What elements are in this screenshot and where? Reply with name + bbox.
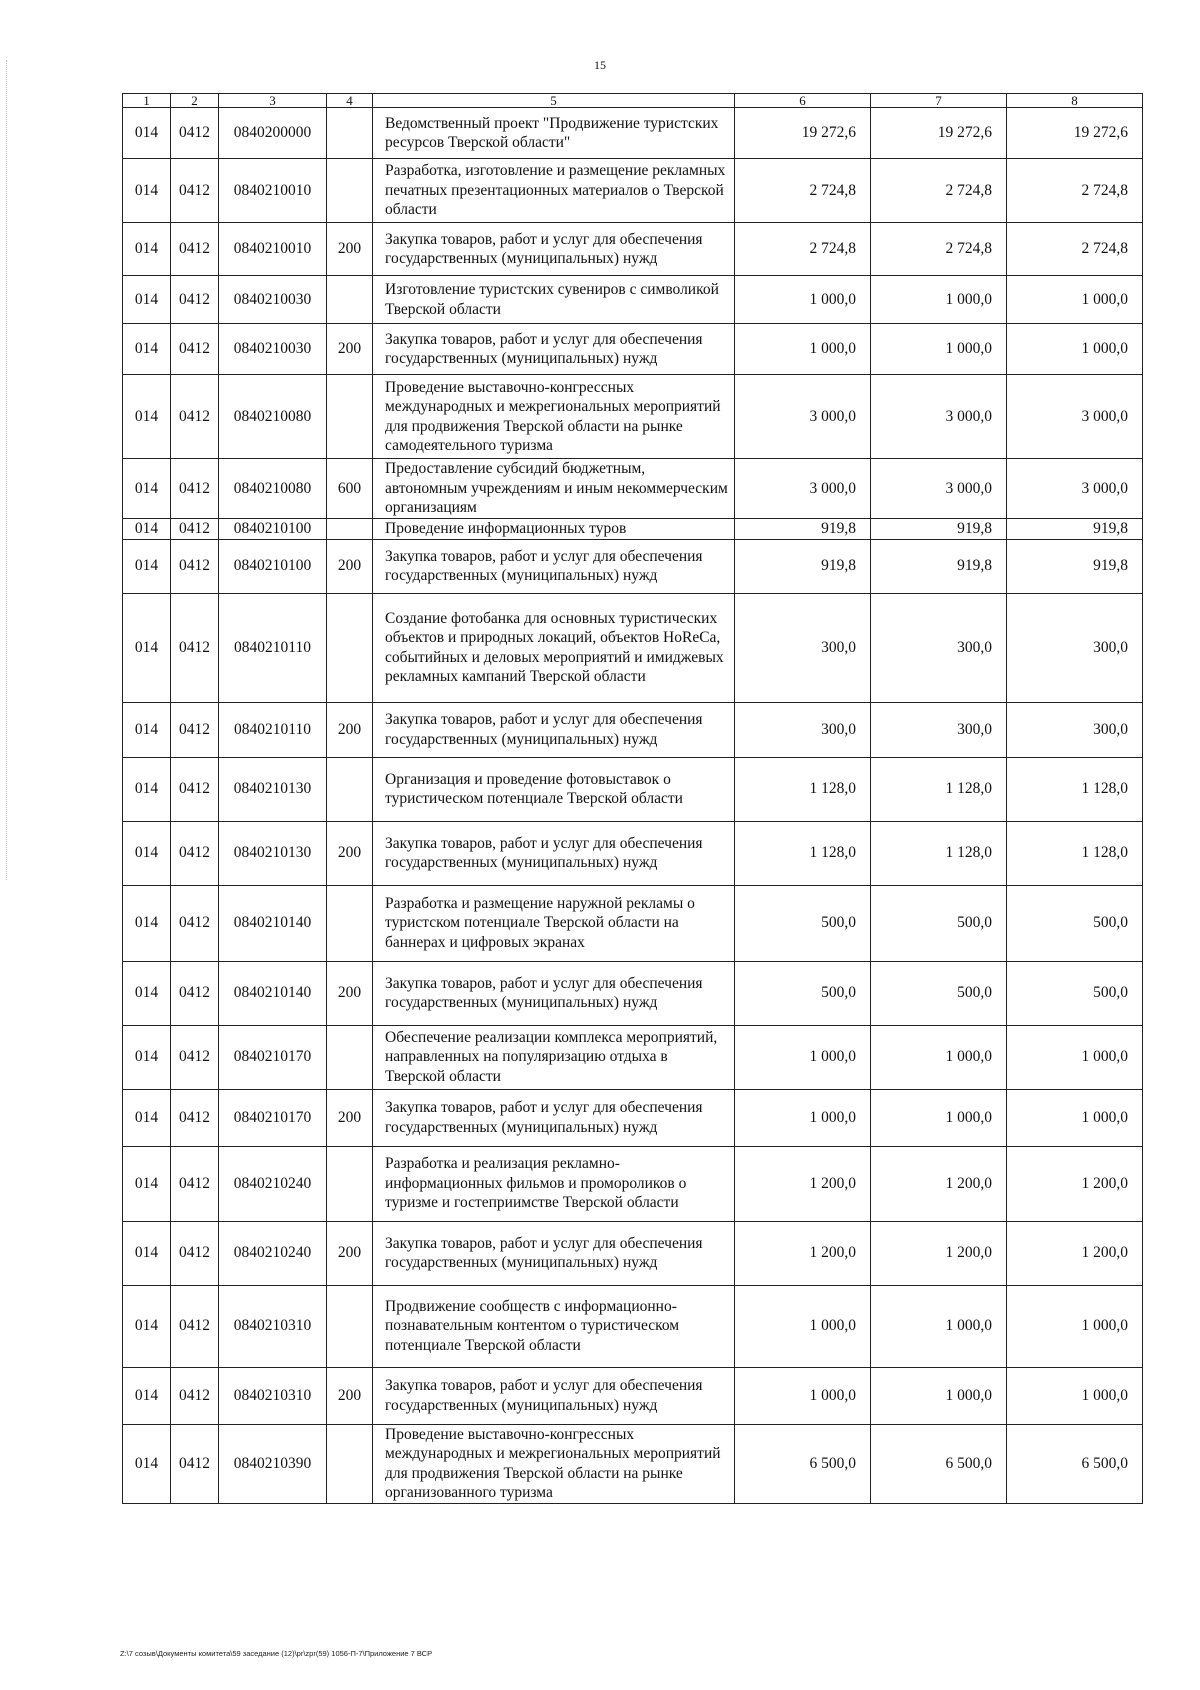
header-cell: 3 — [219, 94, 327, 108]
cell-amount-col6: 19 272,6 — [735, 108, 871, 159]
cell-section-code: 014 — [123, 702, 171, 757]
cell-subsection-code: 0412 — [171, 821, 219, 885]
table-row — [123, 1221, 1143, 1285]
cell-subsection-code: 0412 — [171, 593, 219, 702]
cell-amount-col6: 500,0 — [735, 961, 871, 1025]
cell-subsection-code: 0412 — [171, 1285, 219, 1367]
cell-subsection-code: 0412 — [171, 757, 219, 821]
cell-section-code: 014 — [123, 519, 171, 540]
cell-expense-type: 200 — [327, 1367, 373, 1424]
cell-expense-type: 200 — [327, 324, 373, 375]
cell-expense-type — [327, 1025, 373, 1089]
cell-expense-type: 200 — [327, 223, 373, 276]
table-row — [123, 223, 1143, 276]
cell-description: Ведомственный проект "Продвижение туристских ресурсов Тверской области" — [373, 108, 735, 159]
cell-subsection-code: 0412 — [171, 324, 219, 375]
page-number: 15 — [594, 58, 606, 72]
cell-subsection-code: 0412 — [171, 519, 219, 540]
cell-target-article: 0840210240 — [219, 1146, 327, 1221]
cell-subsection-code: 0412 — [171, 375, 219, 459]
cell-target-article: 0840200000 — [219, 108, 327, 159]
cell-description: Продвижение сообществ с информационно-познавательным контентом о туристическом потенциале Тверской области — [373, 1285, 735, 1367]
cell-section-code: 014 — [123, 1221, 171, 1285]
cell-amount-col8: 2 724,8 — [1007, 159, 1143, 223]
cell-target-article: 0840210010 — [219, 223, 327, 276]
cell-section-code: 014 — [123, 1424, 171, 1503]
table-row — [123, 159, 1143, 223]
cell-expense-type — [327, 885, 373, 961]
cell-subsection-code: 0412 — [171, 961, 219, 1025]
budget-table — [122, 93, 1143, 1504]
cell-description: Закупка товаров, работ и услуг для обеспечения государственных (муниципальных) нужд — [373, 821, 735, 885]
cell-target-article: 0840210100 — [219, 539, 327, 593]
cell-section-code: 014 — [123, 885, 171, 961]
cell-amount-col8: 6 500,0 — [1007, 1424, 1143, 1503]
cell-amount-col6: 2 724,8 — [735, 159, 871, 223]
table-row — [123, 821, 1143, 885]
cell-expense-type: 200 — [327, 821, 373, 885]
cell-amount-col6: 1 000,0 — [735, 1089, 871, 1146]
cell-amount-col6: 6 500,0 — [735, 1424, 871, 1503]
cell-amount-col7: 2 724,8 — [871, 223, 1007, 276]
cell-target-article: 0840210140 — [219, 885, 327, 961]
header-cell: 2 — [171, 94, 219, 108]
cell-section-code: 014 — [123, 1025, 171, 1089]
cell-amount-col6: 1 000,0 — [735, 1025, 871, 1089]
cell-description: Закупка товаров, работ и услуг для обеспечения государственных (муниципальных) нужд — [373, 539, 735, 593]
cell-amount-col6: 1 128,0 — [735, 821, 871, 885]
table-row — [123, 593, 1143, 702]
cell-amount-col8: 1 000,0 — [1007, 324, 1143, 375]
header-cell: 1 — [123, 94, 171, 108]
cell-amount-col8: 1 000,0 — [1007, 1025, 1143, 1089]
cell-subsection-code: 0412 — [171, 1424, 219, 1503]
cell-section-code: 014 — [123, 223, 171, 276]
cell-target-article: 0840210100 — [219, 519, 327, 540]
cell-section-code: 014 — [123, 108, 171, 159]
cell-expense-type: 200 — [327, 1221, 373, 1285]
cell-expense-type — [327, 519, 373, 540]
cell-section-code: 014 — [123, 539, 171, 593]
cell-target-article: 0840210080 — [219, 459, 327, 519]
cell-target-article: 0840210110 — [219, 702, 327, 757]
cell-amount-col8: 300,0 — [1007, 593, 1143, 702]
cell-expense-type: 200 — [327, 539, 373, 593]
cell-section-code: 014 — [123, 757, 171, 821]
cell-expense-type — [327, 375, 373, 459]
cell-expense-type: 200 — [327, 1089, 373, 1146]
cell-expense-type: 200 — [327, 702, 373, 757]
header-cell: 7 — [871, 94, 1007, 108]
cell-target-article: 0840210140 — [219, 961, 327, 1025]
cell-amount-col6: 1 200,0 — [735, 1221, 871, 1285]
cell-amount-col8: 300,0 — [1007, 702, 1143, 757]
cell-amount-col6: 300,0 — [735, 593, 871, 702]
cell-description: Закупка товаров, работ и услуг для обеспечения государственных (муниципальных) нужд — [373, 223, 735, 276]
table-row — [123, 276, 1143, 324]
cell-amount-col7: 1 000,0 — [871, 1367, 1007, 1424]
cell-description: Разработка, изготовление и размещение рекламных печатных презентационных материалов о Тверской области — [373, 159, 735, 223]
cell-expense-type — [327, 593, 373, 702]
cell-amount-col7: 1 000,0 — [871, 1285, 1007, 1367]
cell-amount-col8: 19 272,6 — [1007, 108, 1143, 159]
cell-amount-col8: 1 000,0 — [1007, 276, 1143, 324]
cell-description: Закупка товаров, работ и услуг для обеспечения государственных (муниципальных) нужд — [373, 961, 735, 1025]
cell-target-article: 0840210310 — [219, 1367, 327, 1424]
cell-amount-col6: 919,8 — [735, 519, 871, 540]
cell-subsection-code: 0412 — [171, 1089, 219, 1146]
cell-amount-col7: 1 000,0 — [871, 1025, 1007, 1089]
table-row — [123, 757, 1143, 821]
cell-subsection-code: 0412 — [171, 702, 219, 757]
cell-amount-col8: 919,8 — [1007, 519, 1143, 540]
cell-amount-col7: 1 000,0 — [871, 1089, 1007, 1146]
cell-amount-col7: 2 724,8 — [871, 159, 1007, 223]
cell-description: Разработка и реализация рекламно-информационных фильмов и промороликов о туризме и гостеприимстве Тверской области — [373, 1146, 735, 1221]
cell-section-code: 014 — [123, 593, 171, 702]
cell-section-code: 014 — [123, 375, 171, 459]
cell-expense-type — [327, 276, 373, 324]
cell-amount-col7: 1 128,0 — [871, 821, 1007, 885]
cell-target-article: 0840210030 — [219, 324, 327, 375]
cell-subsection-code: 0412 — [171, 223, 219, 276]
cell-expense-type — [327, 1285, 373, 1367]
cell-description: Закупка товаров, работ и услуг для обеспечения государственных (муниципальных) нужд — [373, 702, 735, 757]
cell-section-code: 014 — [123, 821, 171, 885]
cell-expense-type: 200 — [327, 961, 373, 1025]
cell-section-code: 014 — [123, 459, 171, 519]
cell-amount-col8: 1 000,0 — [1007, 1089, 1143, 1146]
cell-amount-col8: 1 000,0 — [1007, 1285, 1143, 1367]
cell-amount-col7: 919,8 — [871, 539, 1007, 593]
cell-subsection-code: 0412 — [171, 1025, 219, 1089]
cell-expense-type: 600 — [327, 459, 373, 519]
cell-subsection-code: 0412 — [171, 459, 219, 519]
cell-section-code: 014 — [123, 159, 171, 223]
cell-amount-col7: 19 272,6 — [871, 108, 1007, 159]
cell-description: Обеспечение реализации комплекса мероприятий, направленных на популяризацию отдыха в Тверской области — [373, 1025, 735, 1089]
footer-file-path: Z:\7 созыв\Документы комитета\59 заседание (12)\pr\zpr(59) 1056-П-7\Приложение 7 ВСР — [120, 1649, 433, 1658]
cell-amount-col8: 3 000,0 — [1007, 375, 1143, 459]
cell-subsection-code: 0412 — [171, 1221, 219, 1285]
cell-description: Изготовление туристских сувениров с символикой Тверской области — [373, 276, 735, 324]
cell-description: Создание фотобанка для основных туристических объектов и природных локаций, объектов HoReCa, событийных и деловых мероприятий и имиджевых рекламных кампаний Тверской области — [373, 593, 735, 702]
table-row — [123, 324, 1143, 375]
cell-section-code: 014 — [123, 1367, 171, 1424]
cell-subsection-code: 0412 — [171, 885, 219, 961]
cell-amount-col6: 1 000,0 — [735, 1367, 871, 1424]
cell-subsection-code: 0412 — [171, 276, 219, 324]
cell-amount-col8: 1 128,0 — [1007, 757, 1143, 821]
cell-amount-col8: 919,8 — [1007, 539, 1143, 593]
cell-description: Закупка товаров, работ и услуг для обеспечения государственных (муниципальных) нужд — [373, 324, 735, 375]
cell-expense-type — [327, 108, 373, 159]
cell-description: Проведение информационных туров — [373, 519, 735, 540]
cell-amount-col7: 6 500,0 — [871, 1424, 1007, 1503]
table-row — [123, 108, 1143, 159]
cell-amount-col8: 500,0 — [1007, 885, 1143, 961]
cell-amount-col6: 500,0 — [735, 885, 871, 961]
cell-section-code: 014 — [123, 1089, 171, 1146]
cell-amount-col6: 1 000,0 — [735, 276, 871, 324]
margin-scan-marks — [6, 60, 9, 880]
cell-description: Проведение выставочно-конгрессных международных и межрегиональных мероприятий для продвижения Тверской области на рынке организованного туризма — [373, 1424, 735, 1503]
cell-amount-col6: 3 000,0 — [735, 459, 871, 519]
cell-subsection-code: 0412 — [171, 539, 219, 593]
table-row — [123, 1025, 1143, 1089]
cell-amount-col8: 2 724,8 — [1007, 223, 1143, 276]
cell-amount-col8: 3 000,0 — [1007, 459, 1143, 519]
cell-target-article: 0840210080 — [219, 375, 327, 459]
cell-expense-type — [327, 1424, 373, 1503]
table-row — [123, 375, 1143, 459]
cell-amount-col8: 500,0 — [1007, 961, 1143, 1025]
cell-amount-col6: 3 000,0 — [735, 375, 871, 459]
table-row — [123, 519, 1143, 540]
cell-amount-col7: 500,0 — [871, 961, 1007, 1025]
cell-section-code: 014 — [123, 276, 171, 324]
cell-amount-col6: 1 000,0 — [735, 324, 871, 375]
table-row — [123, 885, 1143, 961]
cell-description: Проведение выставочно-конгрессных международных и межрегиональных мероприятий для продвижения Тверской области на рынке самодеятельного туризма — [373, 375, 735, 459]
cell-target-article: 0840210110 — [219, 593, 327, 702]
cell-target-article: 0840210130 — [219, 757, 327, 821]
cell-amount-col6: 1 200,0 — [735, 1146, 871, 1221]
cell-amount-col7: 500,0 — [871, 885, 1007, 961]
cell-amount-col7: 300,0 — [871, 593, 1007, 702]
table-row — [123, 539, 1143, 593]
cell-amount-col8: 1 200,0 — [1007, 1221, 1143, 1285]
table-row — [123, 1089, 1143, 1146]
cell-amount-col7: 919,8 — [871, 519, 1007, 540]
cell-amount-col7: 3 000,0 — [871, 375, 1007, 459]
cell-amount-col6: 2 724,8 — [735, 223, 871, 276]
cell-amount-col7: 1 200,0 — [871, 1221, 1007, 1285]
cell-amount-col8: 1 000,0 — [1007, 1367, 1143, 1424]
table-row — [123, 1146, 1143, 1221]
cell-amount-col6: 1 128,0 — [735, 757, 871, 821]
cell-amount-col8: 1 200,0 — [1007, 1146, 1143, 1221]
cell-description: Закупка товаров, работ и услуг для обеспечения государственных (муниципальных) нужд — [373, 1089, 735, 1146]
cell-section-code: 014 — [123, 1146, 171, 1221]
header-cell: 5 — [373, 94, 735, 108]
header-cell: 6 — [735, 94, 871, 108]
cell-target-article: 0840210240 — [219, 1221, 327, 1285]
cell-amount-col7: 1 000,0 — [871, 324, 1007, 375]
cell-amount-col6: 919,8 — [735, 539, 871, 593]
table-row — [123, 702, 1143, 757]
table-row — [123, 1424, 1143, 1503]
cell-description: Предоставление субсидий бюджетным, автономным учреждениям и иным некоммерческим организациям — [373, 459, 735, 519]
cell-target-article: 0840210170 — [219, 1089, 327, 1146]
cell-subsection-code: 0412 — [171, 159, 219, 223]
cell-target-article: 0840210390 — [219, 1424, 327, 1503]
cell-amount-col6: 1 000,0 — [735, 1285, 871, 1367]
cell-target-article: 0840210310 — [219, 1285, 327, 1367]
cell-description: Разработка и размещение наружной рекламы о туристском потенциале Тверской области на баннерах и цифровых экранах — [373, 885, 735, 961]
cell-description: Организация и проведение фотовыставок о туристическом потенциале Тверской области — [373, 757, 735, 821]
table-row — [123, 459, 1143, 519]
cell-amount-col6: 300,0 — [735, 702, 871, 757]
cell-expense-type — [327, 1146, 373, 1221]
cell-amount-col7: 300,0 — [871, 702, 1007, 757]
cell-target-article: 0840210130 — [219, 821, 327, 885]
header-cell: 4 — [327, 94, 373, 108]
table-row — [123, 961, 1143, 1025]
table-row — [123, 1285, 1143, 1367]
cell-subsection-code: 0412 — [171, 1367, 219, 1424]
cell-amount-col8: 1 128,0 — [1007, 821, 1143, 885]
column-number-header — [123, 94, 1143, 108]
cell-expense-type — [327, 757, 373, 821]
cell-subsection-code: 0412 — [171, 108, 219, 159]
table-row — [123, 1367, 1143, 1424]
cell-section-code: 014 — [123, 1285, 171, 1367]
cell-expense-type — [327, 159, 373, 223]
header-cell: 8 — [1007, 94, 1143, 108]
cell-amount-col7: 1 200,0 — [871, 1146, 1007, 1221]
cell-section-code: 014 — [123, 324, 171, 375]
cell-amount-col7: 1 128,0 — [871, 757, 1007, 821]
cell-section-code: 014 — [123, 961, 171, 1025]
cell-target-article: 0840210170 — [219, 1025, 327, 1089]
cell-amount-col7: 3 000,0 — [871, 459, 1007, 519]
cell-subsection-code: 0412 — [171, 1146, 219, 1221]
cell-target-article: 0840210030 — [219, 276, 327, 324]
cell-amount-col7: 1 000,0 — [871, 276, 1007, 324]
cell-description: Закупка товаров, работ и услуг для обеспечения государственных (муниципальных) нужд — [373, 1221, 735, 1285]
cell-description: Закупка товаров, работ и услуг для обеспечения государственных (муниципальных) нужд — [373, 1367, 735, 1424]
cell-target-article: 0840210010 — [219, 159, 327, 223]
